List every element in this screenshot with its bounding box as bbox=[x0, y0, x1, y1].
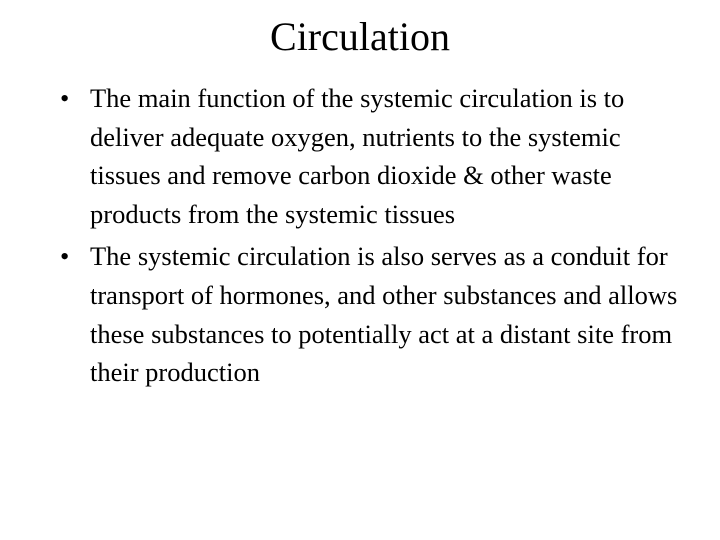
bullet-item-2 bbox=[58, 237, 678, 391]
bullet-text-1: The main function of the systemic circulation is to deliver adequate oxygen, nutrients to the systemic tissues and remove carbon dioxide & other waste products from the systemic tissues bbox=[90, 83, 625, 229]
bullet-dot-icon: • bbox=[60, 83, 70, 113]
bullet-dot-icon: • bbox=[60, 241, 70, 272]
slide-title: Circulation bbox=[270, 14, 450, 59]
bullet-list bbox=[58, 79, 678, 396]
bullet-item-1 bbox=[58, 79, 678, 233]
bullet-text-2: The systemic circulation is also serves as a conduit for transport of hormones, and other substances and allows these substances to potentially act at a distant site from their production bbox=[90, 241, 678, 388]
